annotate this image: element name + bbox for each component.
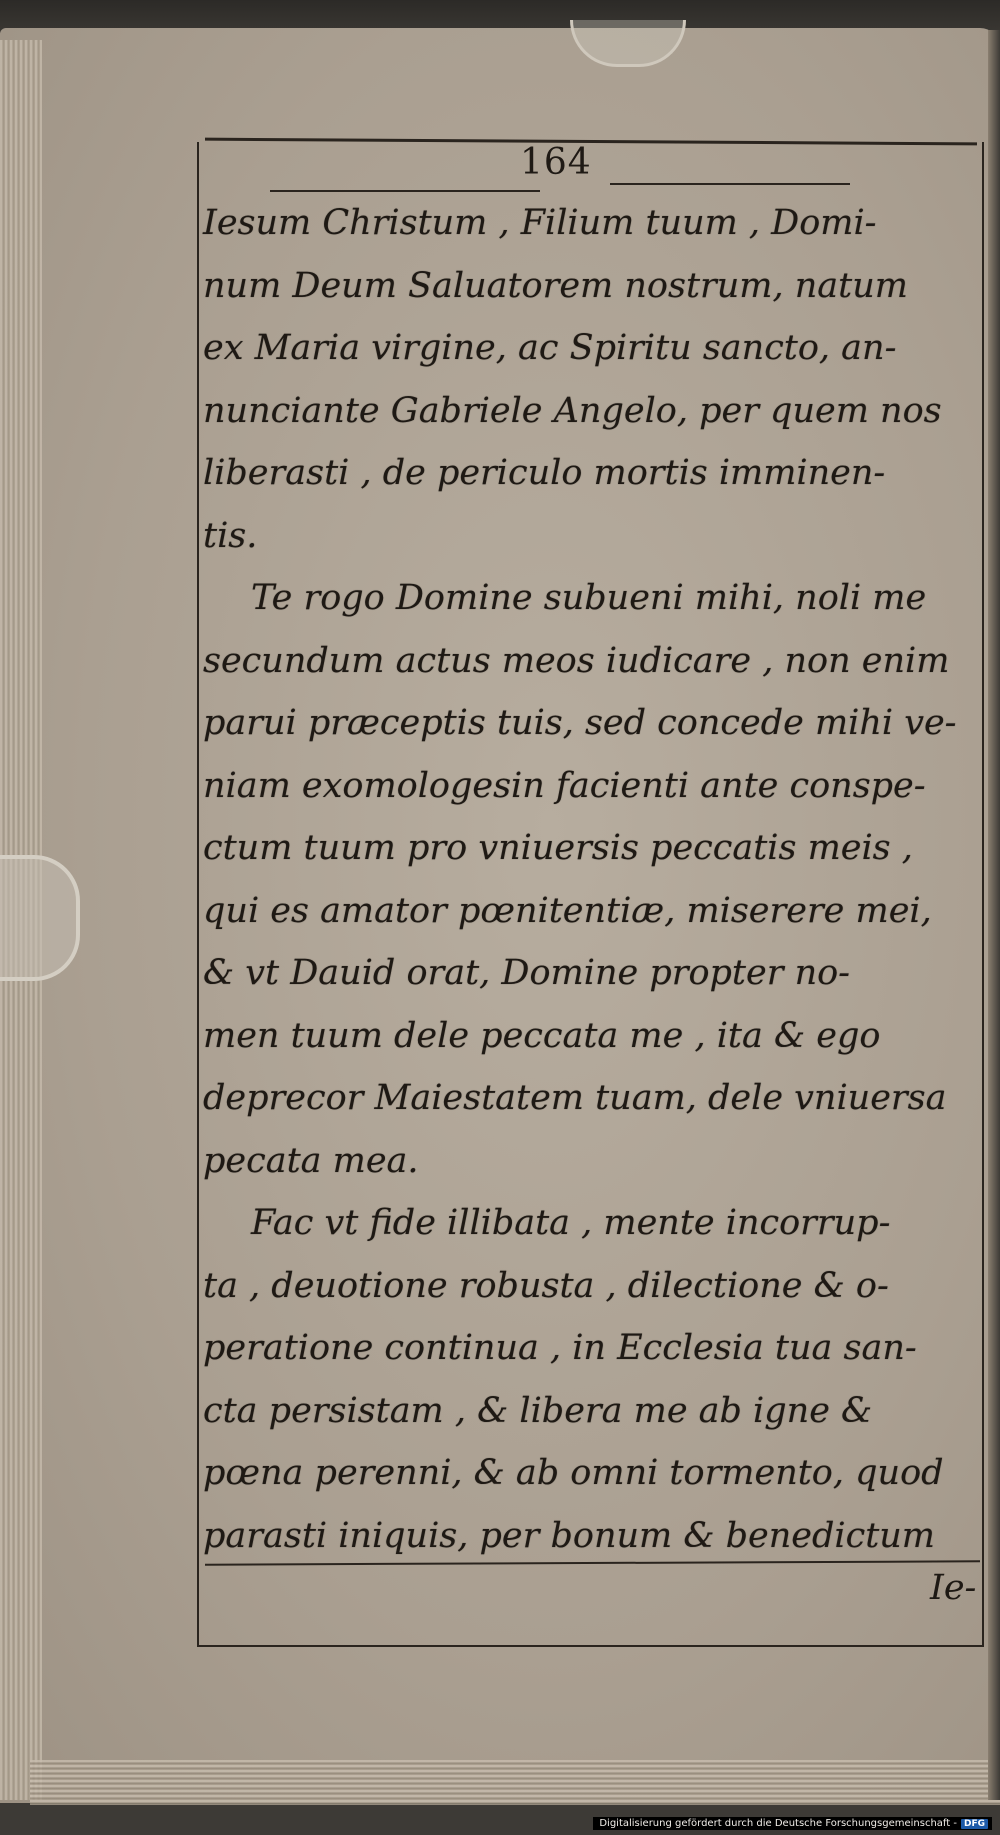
text-line: qui es amator pœnitentiæ, miserere mei, (203, 890, 932, 931)
header-rule-right (610, 183, 850, 185)
text-line: nunciante Gabriele Angelo, per quem nos (203, 390, 942, 431)
text-line: peratione continua , in Ecclesia tua san- (203, 1328, 917, 1368)
dfg-logo-icon: DFG (961, 1819, 988, 1829)
page-edge-stack-bottom (30, 1760, 1000, 1805)
text-line: pecata mea. (203, 1140, 419, 1181)
text-line: liberasti , de periculo mortis imminen- (203, 453, 886, 493)
text-line: ta , deuotione robusta , dilectione & o- (203, 1265, 889, 1306)
page-number: 164 (520, 142, 592, 183)
text-line: men tuum dele peccata me , ita & ego (203, 1015, 881, 1056)
text-line: ex Maria virgine, ac Spiritu sancto, an- (203, 328, 897, 368)
credit-text: Digitalisierung gefördert durch die Deutsche Forschungsgemeinschaft - (599, 1818, 957, 1829)
digitization-credit (593, 1817, 992, 1830)
text-line: niam exomologesin facienti ante conspe- (203, 765, 926, 806)
text-line: cta persistam , & libera me ab igne & (203, 1390, 873, 1431)
text-line: Te rogo Domine subueni mihi, noli me (251, 578, 927, 618)
binding-edge (988, 30, 1000, 1800)
text-line: secundum actus meos iudicare , non enim (203, 640, 950, 681)
text-line: deprecor Maiestatem tuam, dele vniuersa (203, 1078, 947, 1118)
text-line: parasti iniquis, per bonum & benedictum (203, 1515, 935, 1556)
text-line: Fac vt fide illibata , mente incorrup- (251, 1203, 891, 1243)
clip-tab-left (0, 855, 80, 981)
text-line: pœna perenni, & ab omni tormento, quod (203, 1453, 944, 1493)
body-text (203, 192, 988, 1567)
text-line: parui præceptis tuis, sed concede mihi ve- (203, 703, 957, 743)
catchword: Ie- (930, 1568, 977, 1608)
text-line: tis. (203, 515, 258, 556)
text-line: ctum tuum pro vniuersis peccatis meis , (203, 828, 913, 868)
text-line: num Deum Saluatorem nostrum, natum (203, 265, 908, 306)
text-line: Iesum Christum , Filium tuum , Domi- (203, 203, 877, 243)
text-line: & vt Dauid orat, Domine propter no- (203, 953, 851, 993)
